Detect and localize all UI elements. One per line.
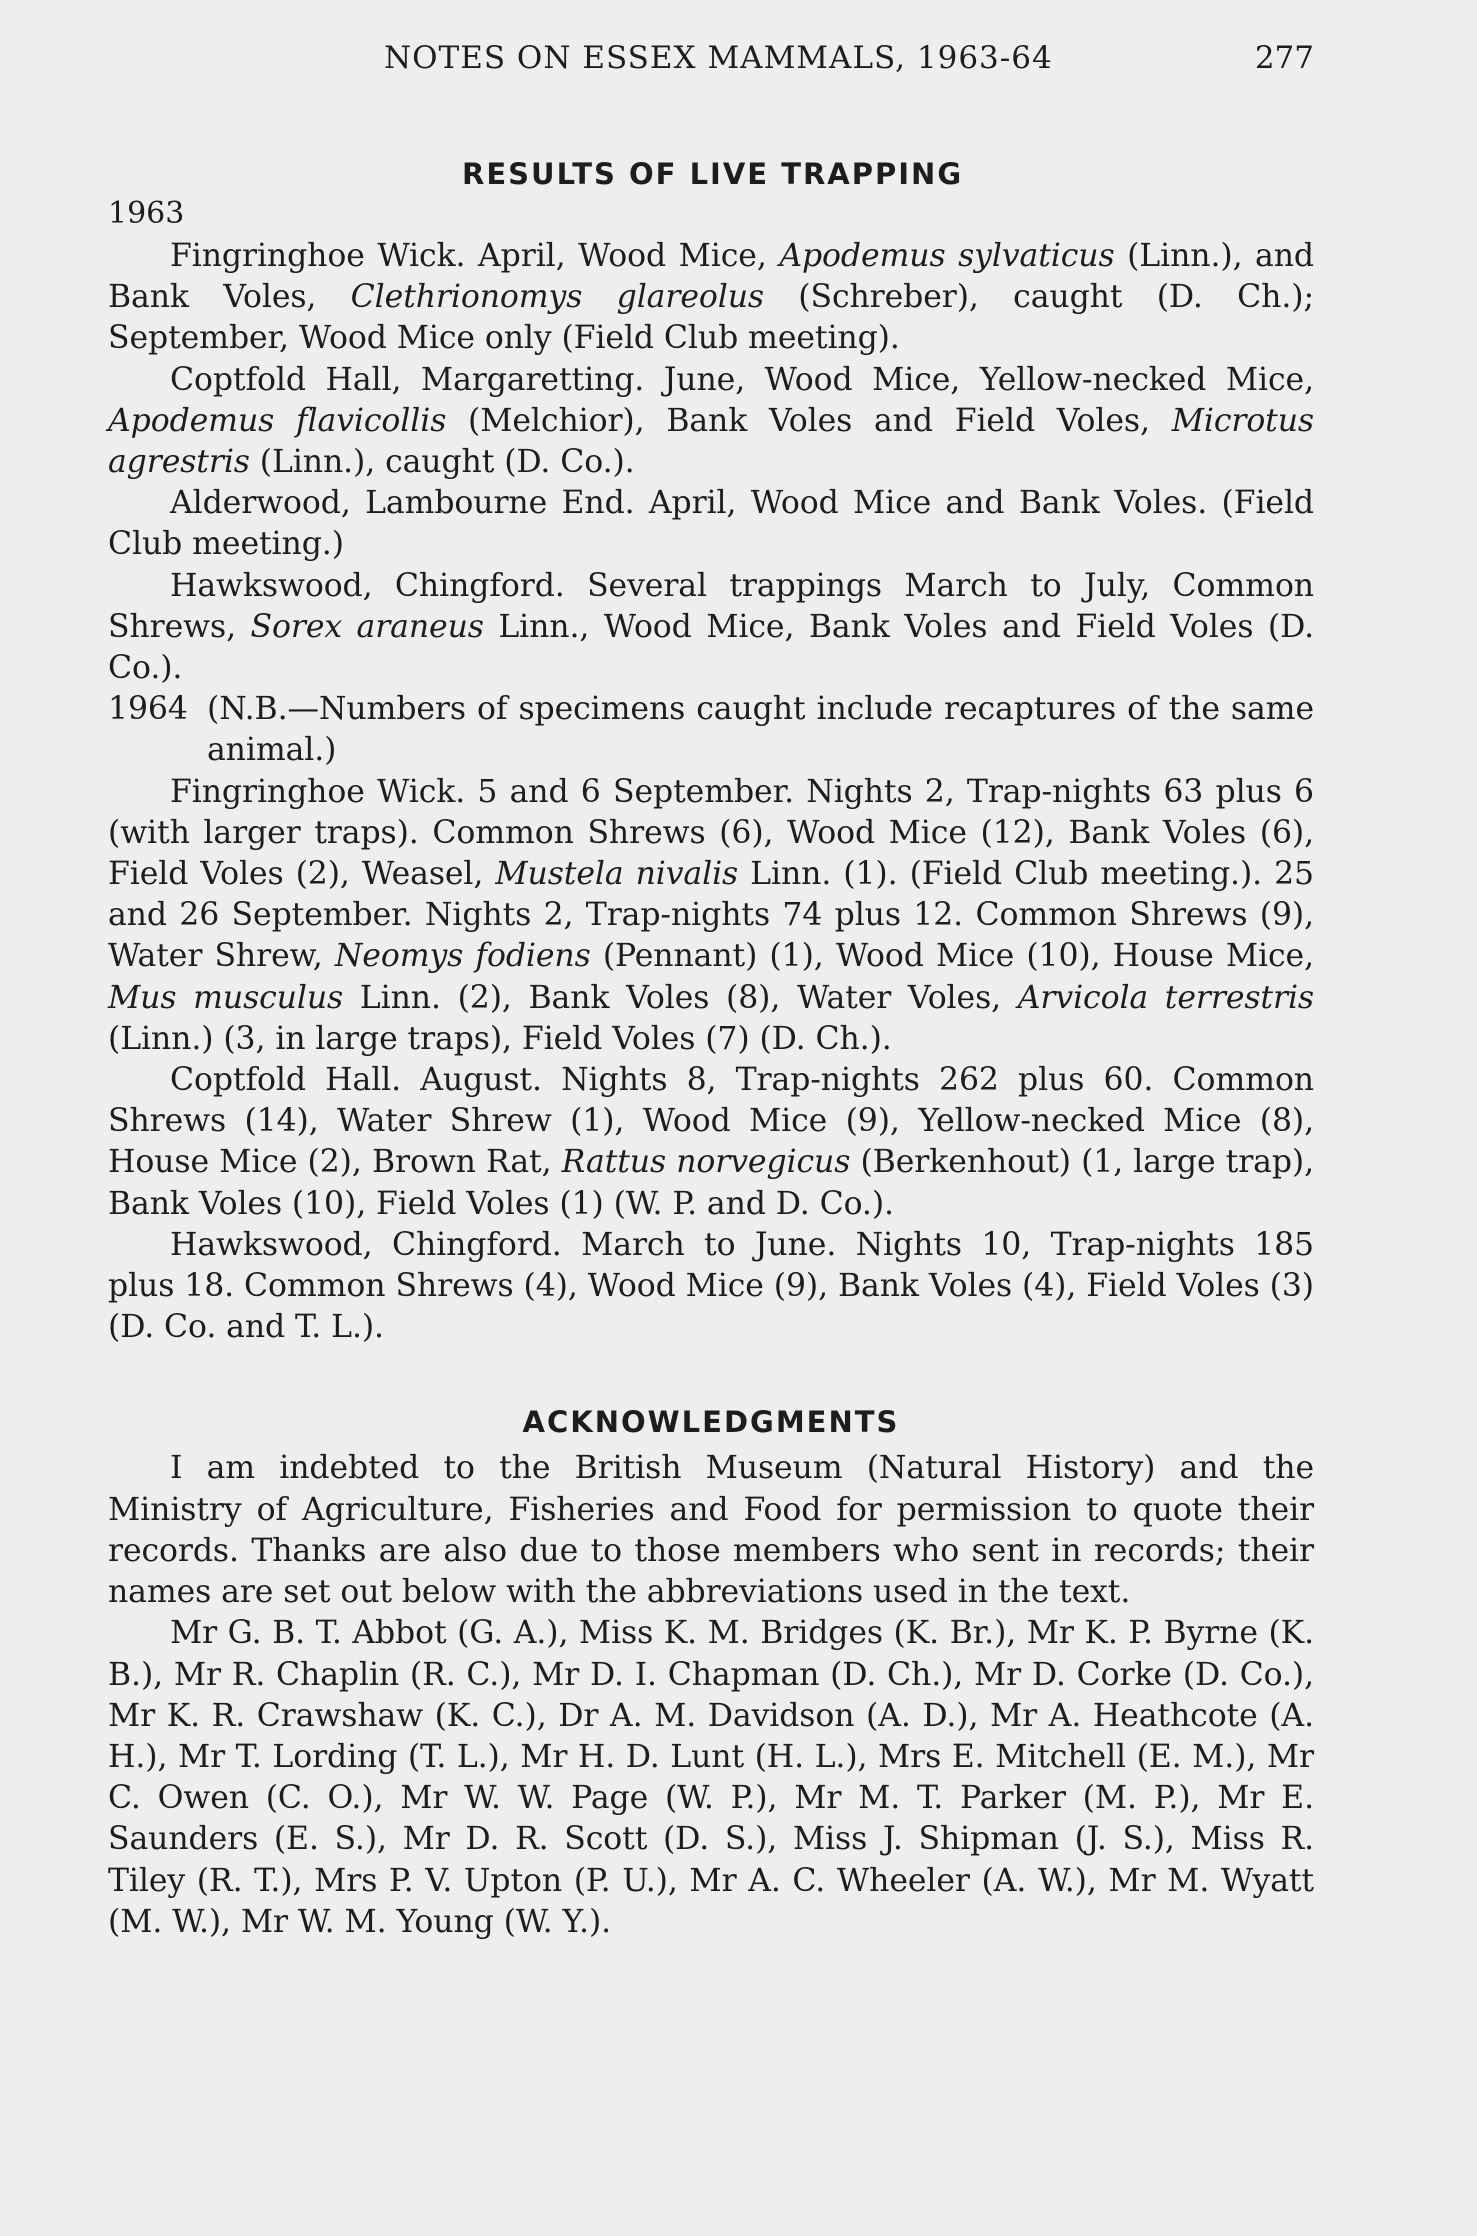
heading-results-of-live-trapping: RESULTS OF LIVE TRAPPING [462, 157, 964, 191]
paragraph-coptfold-1964: Coptfold Hall. August. Nights 8, Trap-nights 262 plus 60. Common Shrews (14), Water Shrew (1), Wood Mice (9), Yellow-necked Mice (8), House Mice (2), Brown Rat, Rattus norvegicus (Berkenhout) (1, large trap), Bank Voles (10), Field Voles (1) (W. P. and D. Co.). [108, 1062, 1315, 1222]
paragraph-fingringhoe-1963: Fingringhoe Wick. April, Wood Mice, Apodemus sylvaticus (Linn.), and Bank Voles, Clethrionomys glareolus (Schreber), caught (D. Ch.); September, Wood Mice only (Field Club meeting). [108, 238, 1314, 357]
paragraph-hawkswood-1963: Hawkswood, Chingford. Several trappings March to July, Common Shrews, Sorex araneus Linn., Wood Mice, Bank Voles and Field Voles (D. Co.). [108, 567, 1315, 687]
journal-page [108, 40, 1314, 1943]
results-body [108, 236, 1314, 1348]
running-title: NOTES ON ESSEX MAMMALS, 1963-64 [384, 40, 1053, 76]
note-1964: 1964 (N.B.—Numbers of specimens caught include recaptures of the same animal.) [108, 691, 1314, 769]
paragraph-fingringhoe-1964: Fingringhoe Wick. 5 and 6 September. Nights 2, Trap-nights 63 plus 6 (with larger traps). Common Shrews (6), Wood Mice (12), Bank Voles (6), Field Voles (2), Weasel, Mustela nivalis Linn. (1). (Field Club meeting.). 25 and 26 September. Nights 2, Trap-nights 74 plus 12. Common Shrews (9), Water Shrew, Neomys fodiens (Pennant) (1), Wood Mice (10), House Mice, Mus musculus Linn. (2), Bank Voles (8), Water Voles, Arvicola terrestris (Linn.) (3, in large traps), Field Voles (7) (D. Ch.). [108, 773, 1315, 1057]
paragraph-alderwood-1963: Alderwood, Lambourne End. April, Wood Mice and Bank Voles. (Field Club meeting.) [108, 485, 1314, 563]
year-1964-label: 1964 [108, 691, 188, 728]
heading-acknowledgments: ACKNOWLEDGMENTS [522, 1405, 900, 1440]
paragraph-coptfold-1963: Coptfold Hall, Margaretting. June, Wood Mice, Yellow-necked Mice, Apodemus flavicollis (Melchior), Bank Voles and Field Voles, Microtus agrestris (Linn.), caught (D. Co.). [108, 361, 1314, 481]
year-1963-label: 1963 [108, 196, 185, 231]
page-number: 277 [1254, 40, 1314, 76]
paragraph-contributor-list: Mr G. B. T. Abbot (G. A.), Miss K. M. Bridges (K. Br.), Mr K. P. Byrne (K. B.), Mr R. Chaplin (R. C.), Mr D. I. Chapman (D. Ch.), Mr D. Corke (D. Co.), Mr K. R. Crawshaw (K. C.), Dr A. M. Davidson (A. D.), Mr A. Heathcote (A. H.), Mr T. Lording (T. L.), Mr H. D. Lunt (H. L.), Mrs E. Mitchell (E. M.), Mr C. Owen (C. O.), Mr W. W. Page (W. P.), Mr M. T. Parker (M. P.), Mr E. Saunders (E. S.), Mr D. R. Scott (D. S.), Miss J. Shipman (J. S.), Miss R. Tiley (R. T.), Mrs P. V. Upton (P. U.), Mr A. C. Wheeler (A. W.), Mr M. Wyatt (M. W.), Mr W. M. Young (W. Y.). [108, 1615, 1314, 1940]
paragraph-acknowledgments-intro: I am indebted to the British Museum (Natural History) and the Ministry of Agriculture, Fisheries and Food for permission to quote their records. Thanks are also due to those members who sent in records; their names are set out below with the abbreviations used in the text. [108, 1450, 1314, 1611]
paragraph-hawkswood-1964: Hawkswood, Chingford. March to June. Nights 10, Trap-nights 185 plus 18. Common Shrews (4), Wood Mice (9), Bank Voles (4), Field Voles (3) (D. Co. and T. L.). [108, 1226, 1314, 1346]
acknowledgments-body [108, 1448, 1314, 1942]
running-header [108, 40, 1314, 96]
